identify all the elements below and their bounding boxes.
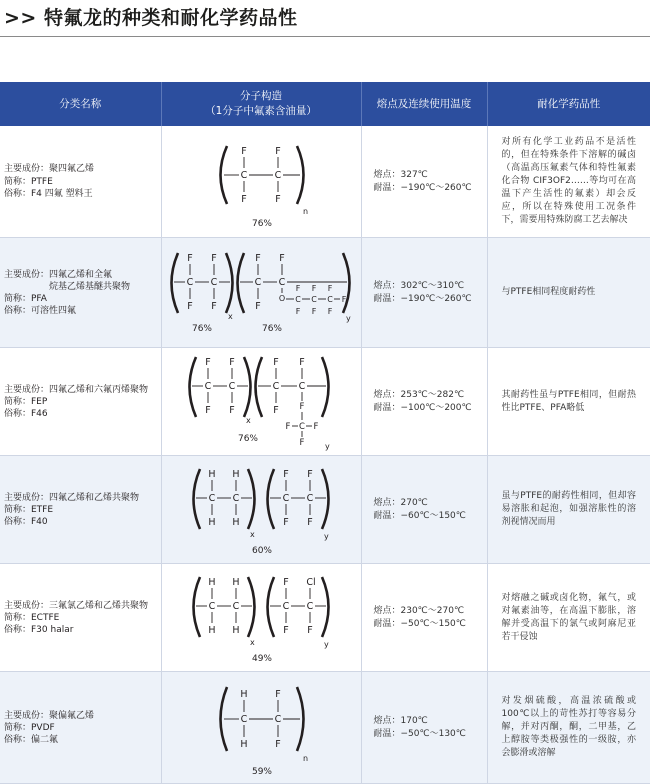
svg-text:F: F bbox=[228, 404, 235, 416]
atom-label: C bbox=[274, 169, 281, 181]
service-temperature: 耐温：−190℃～260℃ bbox=[373, 182, 472, 193]
short-name: 简称：ECTFE bbox=[4, 612, 60, 623]
svg-text:O: O bbox=[278, 293, 285, 303]
svg-text:C: C bbox=[204, 380, 211, 392]
temperature-cell bbox=[361, 126, 487, 238]
melting-point: 熔点：302℃～310℃ bbox=[373, 281, 465, 292]
svg-text:F: F bbox=[228, 356, 235, 368]
svg-text:y: y bbox=[345, 313, 351, 323]
svg-text:F: F bbox=[210, 252, 217, 264]
main-component-continued: 烷基乙烯基醚共聚物 bbox=[49, 281, 131, 292]
svg-text:C: C bbox=[240, 713, 247, 725]
subscript-n: n bbox=[302, 206, 308, 216]
svg-text:C: C bbox=[306, 600, 313, 612]
svg-text:F: F bbox=[282, 516, 289, 528]
common-name: 俗称：偏二氟 bbox=[4, 734, 59, 745]
svg-text:H: H bbox=[231, 516, 240, 528]
service-temperature: 耐温：−100℃～200℃ bbox=[373, 402, 472, 413]
header-structure-line1: 分子构造 bbox=[240, 90, 282, 103]
svg-text:n: n bbox=[302, 753, 308, 763]
svg-text:C: C bbox=[282, 600, 289, 612]
svg-text:H: H bbox=[231, 576, 240, 588]
svg-text:F: F bbox=[313, 421, 318, 432]
pfa-structure-diagram bbox=[162, 239, 362, 347]
svg-text:F: F bbox=[295, 306, 300, 316]
structure-cell bbox=[161, 456, 361, 564]
fluorine-content: 49% bbox=[251, 653, 272, 664]
main-component: 主要成份：三氟氯乙烯和乙烯共聚物 bbox=[4, 600, 149, 611]
svg-text:y: y bbox=[323, 639, 329, 649]
fluorine-content: 60% bbox=[251, 545, 272, 556]
chemical-resistance-cell: 其耐药性虽与PTFE相同，但耐热性比PTFE、PFA略低 bbox=[487, 348, 650, 456]
atom-label: C bbox=[240, 169, 247, 181]
svg-text:H: H bbox=[231, 624, 240, 636]
etfe-structure-diagram bbox=[162, 457, 362, 563]
svg-text:F: F bbox=[282, 624, 289, 636]
svg-text:C: C bbox=[306, 492, 313, 504]
common-name: 俗称：可溶性四氟 bbox=[4, 305, 77, 316]
table-row bbox=[0, 672, 650, 784]
melting-point: 熔点：270℃ bbox=[373, 498, 428, 509]
service-temperature: 耐温：−50℃～130℃ bbox=[373, 728, 466, 739]
type-name-cell bbox=[0, 456, 161, 564]
temperature-cell bbox=[361, 564, 487, 672]
atom-label: F bbox=[274, 193, 281, 205]
svg-text:C: C bbox=[228, 380, 235, 392]
temperature-cell bbox=[361, 672, 487, 784]
type-name-cell bbox=[0, 348, 161, 456]
svg-text:F: F bbox=[254, 300, 261, 312]
svg-text:H: H bbox=[207, 468, 216, 480]
svg-text:F: F bbox=[282, 468, 289, 480]
svg-text:x: x bbox=[245, 415, 251, 425]
chemical-resistance-cell: 对所有化学工业药品不是活性的，但在特殊条件下溶解的碱卤（高温高压氟素气体和特性氟素化合物 CIF3OF2……等均可在高温下产生活性的氟素）却会反应，所以在特殊使用工况条件下，需要用特殊防腐工艺去解决 bbox=[487, 126, 650, 238]
svg-text:F: F bbox=[306, 624, 313, 636]
svg-text:y: y bbox=[323, 531, 329, 541]
melting-point: 熔点：327℃ bbox=[373, 170, 428, 181]
chemical-resistance-cell: 对熔融之碱或卤化物，氟气，或对氟素油等，在高温下膨胀，溶解并受高温下的氯气或阿麻尼亚若干侵蚀 bbox=[487, 564, 650, 672]
svg-text:x: x bbox=[249, 637, 255, 647]
ptfe-structure-diagram bbox=[162, 128, 362, 236]
svg-text:C: C bbox=[298, 380, 305, 392]
svg-text:H: H bbox=[231, 468, 240, 480]
svg-text:C: C bbox=[274, 713, 281, 725]
short-name: 简称：ETFE bbox=[4, 504, 54, 515]
svg-text:F: F bbox=[306, 516, 313, 528]
type-name-cell bbox=[0, 672, 161, 784]
svg-text:H: H bbox=[239, 688, 248, 700]
svg-text:F: F bbox=[274, 688, 281, 700]
svg-text:F: F bbox=[282, 576, 289, 588]
svg-text:F: F bbox=[278, 252, 285, 264]
svg-text:F: F bbox=[311, 283, 316, 293]
svg-text:C: C bbox=[272, 380, 279, 392]
svg-text:Cl: Cl bbox=[305, 576, 316, 588]
type-name-cell bbox=[0, 126, 161, 238]
header-chemical-resistance: 耐化学药品性 bbox=[487, 82, 650, 126]
svg-text:C: C bbox=[232, 492, 239, 504]
svg-text:C: C bbox=[210, 276, 217, 288]
svg-text:C: C bbox=[326, 294, 333, 304]
melting-point: 熔点：230℃～270℃ bbox=[373, 606, 465, 617]
svg-text:C: C bbox=[186, 276, 193, 288]
svg-text:F: F bbox=[327, 306, 332, 316]
svg-text:F: F bbox=[327, 283, 332, 293]
structure-cell bbox=[161, 564, 361, 672]
common-name: 俗称：F46 bbox=[4, 408, 48, 419]
svg-text:F: F bbox=[204, 356, 211, 368]
table-row bbox=[0, 348, 650, 456]
fluorine-content: 76% bbox=[237, 433, 258, 444]
common-name: 俗称：F4 四氟 塑料王 bbox=[4, 188, 93, 199]
table-row bbox=[0, 238, 650, 348]
svg-text:F: F bbox=[341, 294, 346, 304]
main-component: 主要成份：四氟乙烯和六氟丙烯聚物 bbox=[4, 384, 149, 395]
temperature-cell bbox=[361, 456, 487, 564]
svg-text:F: F bbox=[285, 421, 290, 432]
melting-point: 熔点：170℃ bbox=[373, 716, 428, 727]
fluoropolymer-table bbox=[0, 82, 650, 784]
melting-point: 熔点：253℃～282℃ bbox=[373, 390, 465, 401]
svg-text:C: C bbox=[208, 600, 215, 612]
atom-label: F bbox=[240, 193, 247, 205]
svg-text:C: C bbox=[254, 276, 261, 288]
svg-text:F: F bbox=[274, 738, 281, 750]
header-type-name: 分类名称 bbox=[0, 82, 161, 126]
main-component: 主要成份：聚偏氟乙烯 bbox=[4, 710, 95, 721]
table-row bbox=[0, 456, 650, 564]
svg-text:H: H bbox=[207, 576, 216, 588]
svg-text:x: x bbox=[249, 529, 255, 539]
fluorine-content: 76% bbox=[261, 323, 282, 334]
main-component: 主要成份：四氟乙烯和乙烯共聚物 bbox=[4, 492, 140, 503]
chemical-resistance-cell: 虽与PTFE的耐药性相同，但却容易溶胀和起泡，如强溶胀性的溶剂视情况而用 bbox=[487, 456, 650, 564]
structure-cell bbox=[161, 238, 361, 348]
svg-text:F: F bbox=[254, 252, 261, 264]
svg-text:y: y bbox=[324, 441, 330, 451]
svg-text:H: H bbox=[207, 516, 216, 528]
atom-label: F bbox=[274, 145, 281, 157]
short-name: 简称：PVDF bbox=[4, 722, 55, 733]
svg-text:F: F bbox=[204, 404, 211, 416]
service-temperature: 耐温：−190℃～260℃ bbox=[373, 293, 472, 304]
temperature-cell bbox=[361, 238, 487, 348]
svg-text:F: F bbox=[210, 300, 217, 312]
type-name-cell bbox=[0, 238, 161, 348]
table-row bbox=[0, 564, 650, 672]
structure-cell bbox=[161, 126, 361, 238]
title-divider bbox=[0, 36, 650, 37]
chemical-resistance-cell: 对发烟硫酸，高温浓硫酸或100℃以上的苛性苏打等容易分解，并对丙酮，酮，二甲基，乙上醇胺等类极强性的一级胺，亦会膨滑或溶解 bbox=[487, 672, 650, 784]
service-temperature: 耐温：−60℃～150℃ bbox=[373, 510, 466, 521]
page-title: >> 特氟龙的种类和耐化学药品性 bbox=[4, 7, 298, 29]
fluorine-content: 59% bbox=[251, 766, 272, 777]
short-name: 简称：PFA bbox=[4, 293, 47, 304]
chemical-resistance-cell: 与PTFE相同程度耐药性 bbox=[487, 238, 650, 348]
short-name: 简称：PTFE bbox=[4, 176, 53, 187]
svg-text:H: H bbox=[239, 738, 248, 750]
structure-cell bbox=[161, 348, 361, 456]
structure-cell bbox=[161, 672, 361, 784]
svg-text:C: C bbox=[232, 600, 239, 612]
svg-text:F: F bbox=[272, 356, 279, 368]
svg-text:F: F bbox=[299, 401, 304, 412]
table-row bbox=[0, 126, 650, 238]
svg-text:F: F bbox=[299, 437, 304, 448]
svg-text:F: F bbox=[186, 300, 193, 312]
header-structure bbox=[161, 82, 361, 126]
header-temperature: 熔点及连续使用温度 bbox=[361, 82, 487, 126]
service-temperature: 耐温：−50℃～150℃ bbox=[373, 618, 466, 629]
svg-text:H: H bbox=[207, 624, 216, 636]
table-header-row bbox=[0, 82, 650, 126]
fluorine-content: 76% bbox=[251, 218, 272, 229]
common-name: 俗称：F30 halar bbox=[4, 624, 74, 635]
ectfe-structure-diagram bbox=[162, 565, 362, 671]
temperature-cell bbox=[361, 348, 487, 456]
svg-text:F: F bbox=[295, 283, 300, 293]
svg-text:C: C bbox=[208, 492, 215, 504]
svg-text:F: F bbox=[272, 404, 279, 416]
main-component: 主要成份：聚四氟乙烯 bbox=[4, 164, 95, 175]
pvdf-structure-diagram bbox=[162, 673, 362, 783]
svg-text:F: F bbox=[306, 468, 313, 480]
svg-text:C: C bbox=[294, 294, 301, 304]
svg-text:F: F bbox=[298, 356, 305, 368]
svg-text:F: F bbox=[311, 306, 316, 316]
main-component: 主要成份：四氟乙烯和全氟 bbox=[4, 269, 113, 280]
header-structure-line2: （1分子中氟素含油量） bbox=[205, 105, 317, 117]
fluorine-content: 76% bbox=[191, 323, 212, 334]
svg-text:F: F bbox=[186, 252, 193, 264]
type-name-cell bbox=[0, 564, 161, 672]
svg-text:C: C bbox=[310, 294, 317, 304]
svg-text:C: C bbox=[298, 421, 305, 432]
short-name: 简称：FEP bbox=[4, 396, 48, 407]
common-name: 俗称：F40 bbox=[4, 516, 48, 527]
svg-text:C: C bbox=[282, 492, 289, 504]
atom-label: F bbox=[240, 145, 247, 157]
svg-text:C: C bbox=[278, 276, 285, 288]
svg-text:x: x bbox=[227, 311, 233, 321]
fep-structure-diagram bbox=[162, 349, 362, 455]
